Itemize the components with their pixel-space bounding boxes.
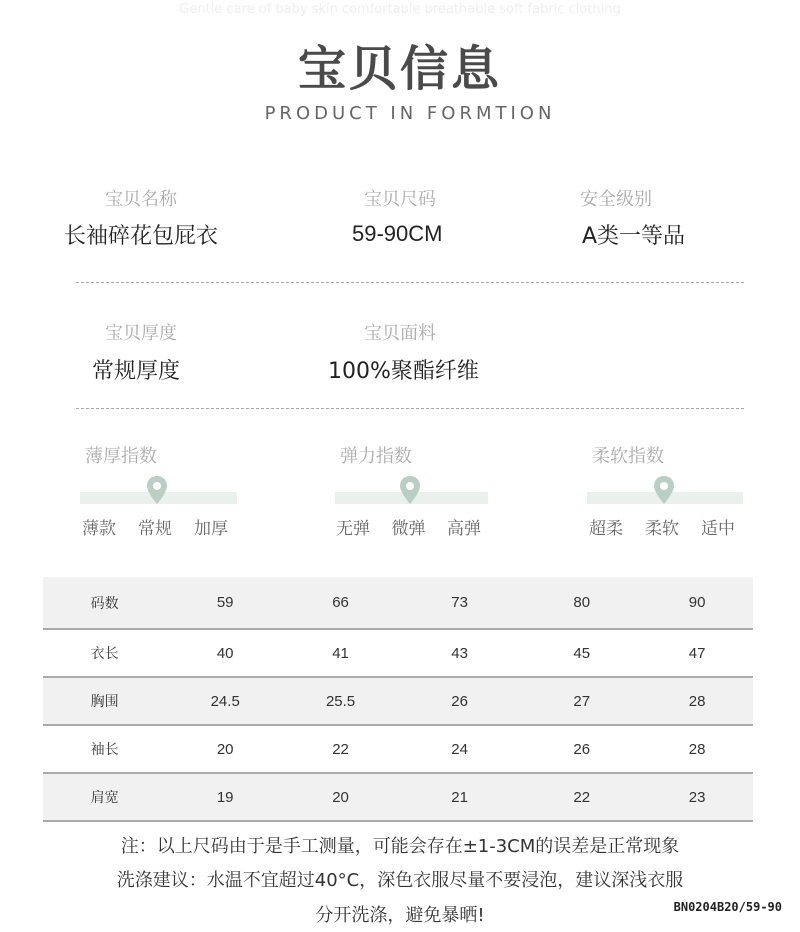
table-cell: 23: [641, 773, 753, 821]
product-code: BN0204B20/59-90: [673, 900, 782, 914]
table-cell: 40: [166, 629, 284, 677]
option-regular: 常规: [138, 519, 172, 539]
location-pin-icon: [145, 475, 169, 505]
elasticity-index-options: [336, 514, 481, 539]
size-chart-table: [43, 577, 753, 822]
table-cell: 24.5: [166, 677, 284, 725]
table-cell: 25.5: [284, 677, 397, 725]
divider-dashed: [76, 282, 744, 283]
option-high-stretch: 高弹: [447, 519, 481, 539]
safety-level-value: A类一等品: [582, 224, 686, 249]
safety-level-label: 安全级别: [580, 189, 652, 210]
option-thin: 薄款: [82, 519, 116, 539]
table-cell: 22: [522, 773, 641, 821]
table-cell: 90: [688, 594, 706, 611]
option-super-soft: 超柔: [589, 519, 623, 539]
table-cell: 80: [573, 594, 591, 611]
table-cell: 66: [332, 594, 349, 611]
table-cell: 47: [641, 629, 753, 677]
table-cell: 41: [284, 629, 397, 677]
table-cell: 27: [522, 677, 641, 725]
product-name-label: 宝贝名称: [105, 189, 177, 210]
washing-advice: 洗涤建议：水温不宜超过40°C，深色衣服尽量不要浸泡，建议深浅衣服: [116, 870, 684, 891]
softness-index-title: 柔软指数: [592, 446, 664, 467]
table-row: [43, 677, 753, 725]
table-cell: 19: [166, 773, 284, 821]
product-name-value: 长袖碎花包屁衣: [64, 224, 219, 249]
table-cell: 20: [284, 773, 397, 821]
table-cell: 20: [166, 725, 284, 773]
product-size-label: 宝贝尺码: [364, 189, 436, 210]
measurement-note: 注：以上尺码由于是手工测量，可能会存在±1-3CM的误差是正常现象: [120, 836, 680, 857]
table-cell: 28: [641, 677, 753, 725]
option-thick: 加厚: [194, 519, 228, 539]
table-cell: 45: [522, 629, 641, 677]
table-cell: 73: [451, 594, 468, 611]
row-header-sleeve: 袖长: [43, 725, 166, 773]
row-header-size: 码数: [90, 595, 119, 612]
location-pin-icon: [398, 475, 422, 505]
row-header-shoulder: 肩宽: [43, 773, 166, 821]
table-cell: 59: [216, 594, 234, 611]
thickness-index-title: 薄厚指数: [85, 446, 157, 467]
option-no-stretch: 无弹: [336, 519, 370, 539]
product-thickness-value: 常规厚度: [92, 359, 181, 384]
row-header-chest: 胸围: [43, 677, 166, 725]
option-moderate: 适中: [701, 519, 735, 539]
table-cell: 22: [284, 725, 397, 773]
table-row: [43, 577, 753, 629]
table-cell: 21: [397, 773, 522, 821]
product-fabric-value: 100%聚酯纤维: [328, 359, 479, 384]
product-fabric-label: 宝贝面料: [364, 323, 436, 344]
option-slight-stretch: 微弹: [391, 519, 426, 539]
page-subtitle: PRODUCT IN FORMTION: [264, 103, 556, 124]
table-cell: 26: [397, 677, 522, 725]
thickness-index-options: [82, 514, 228, 539]
product-thickness-label: 宝贝厚度: [105, 323, 177, 344]
washing-advice-continued: 分开洗涤，避免暴晒!: [315, 905, 485, 926]
table-cell: 28: [641, 725, 753, 773]
table-row: [43, 773, 753, 821]
product-size-value: 59-90CM: [352, 221, 443, 246]
top-faint-caption: Gentle care of baby skin comfortable breathable soft fabric clothing: [179, 2, 621, 17]
table-cell: 24: [397, 725, 522, 773]
table-row: [43, 725, 753, 773]
table-row: [43, 629, 753, 677]
table-cell: 26: [522, 725, 641, 773]
row-header-length: 衣长: [43, 629, 166, 677]
softness-index-options: [589, 514, 735, 539]
elasticity-index-title: 弹力指数: [340, 446, 412, 467]
option-soft: 柔软: [645, 519, 679, 539]
page-title: 宝贝信息: [297, 41, 502, 97]
divider-dashed: [76, 408, 744, 409]
table-cell: 43: [397, 629, 522, 677]
location-pin-icon: [652, 475, 676, 505]
